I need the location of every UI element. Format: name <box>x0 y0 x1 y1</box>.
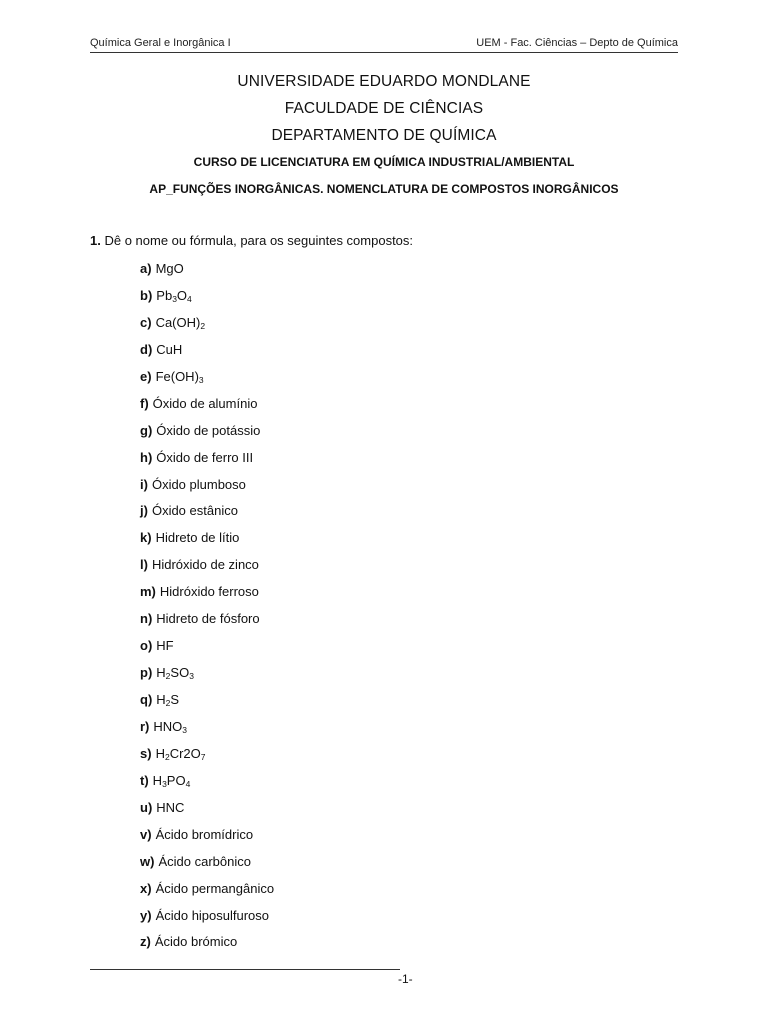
list-item <box>140 582 274 609</box>
item-label: n) <box>140 611 153 627</box>
list-item <box>140 501 274 528</box>
list-item <box>140 852 274 879</box>
subscript: 7 <box>200 751 206 762</box>
item-compound <box>156 530 240 545</box>
list-item <box>140 932 274 959</box>
item-label: k) <box>140 530 152 546</box>
compound-text: Hidróxido de zinco <box>151 557 259 573</box>
question-1 <box>90 233 413 248</box>
item-label: i) <box>140 476 148 492</box>
item-label: s) <box>140 745 152 761</box>
compound-text: Óxido plumboso <box>151 476 246 492</box>
compound-text: Ácido permangânico <box>155 880 275 896</box>
item-compound <box>156 369 204 384</box>
subscript: 2 <box>165 698 171 708</box>
item-label: v) <box>140 826 152 842</box>
item-compound <box>153 396 258 411</box>
item-label: l) <box>140 557 148 573</box>
item-label: q) <box>140 692 153 707</box>
compound-text: PO <box>166 772 186 788</box>
item-compound <box>156 800 184 815</box>
department-title: DEPARTAMENTO DE QUÍMICA <box>271 127 497 144</box>
subscript: 4 <box>187 293 192 304</box>
list-item <box>140 906 274 933</box>
compound-text: Hidreto de fósforo <box>156 611 260 627</box>
footer-divider <box>90 969 400 970</box>
compound-text: Óxido de ferro III <box>156 449 254 465</box>
subscript: 3 <box>189 671 194 682</box>
subscript: 2 <box>165 671 171 682</box>
subscript: 3 <box>182 724 188 735</box>
topic-title: AP_FUNÇÕES INORGÂNICAS. NOMENCLATURA DE COMPOSTOS INORGÂNICOS <box>149 182 619 196</box>
compound-text: HF <box>156 638 174 654</box>
subscript: 2 <box>200 320 206 331</box>
item-compound <box>156 881 275 896</box>
compound-text: Óxido estânico <box>151 503 238 519</box>
item-label: y) <box>140 907 152 923</box>
item-label: b) <box>140 287 153 303</box>
faculty-title: FACULDADE DE CIÊNCIAS <box>284 100 484 117</box>
compound-text: Pb <box>156 287 173 303</box>
compound-text: S <box>170 692 180 707</box>
list-item <box>140 528 274 555</box>
list-item <box>140 394 274 421</box>
list-item <box>140 771 274 798</box>
item-label: g) <box>140 422 153 438</box>
item-label: c) <box>140 314 152 330</box>
subscript: 2 <box>164 751 170 762</box>
compound-text: Hidreto de lítio <box>155 530 240 546</box>
item-label: a) <box>140 261 152 276</box>
compound-text: H <box>156 692 166 707</box>
list-item <box>140 717 274 744</box>
item-label: z) <box>140 934 151 950</box>
subscript: 4 <box>185 778 191 789</box>
compound-text: HNO <box>153 718 183 734</box>
compound-text: Ácido brómico <box>154 934 238 950</box>
item-compound <box>156 665 194 680</box>
item-label: e) <box>140 368 152 384</box>
item-compound <box>160 584 259 599</box>
document-titles <box>0 68 768 203</box>
item-label: t) <box>140 772 149 788</box>
page-number: -1- <box>398 972 413 986</box>
compound-text: H <box>152 772 163 788</box>
item-compound <box>152 557 259 572</box>
compound-text: SO <box>170 665 190 681</box>
list-item <box>140 475 274 502</box>
compound-text: Óxido de potássio <box>156 422 261 438</box>
item-compound <box>153 773 191 788</box>
item-label: w) <box>140 853 155 869</box>
item-compound <box>156 908 269 923</box>
compound-text: Ácido bromídrico <box>155 826 254 842</box>
item-compound <box>153 719 187 734</box>
list-item <box>140 636 274 663</box>
item-label: x) <box>140 880 152 896</box>
compound-text: Cr2O <box>169 745 201 761</box>
subscript: 3 <box>172 293 177 304</box>
item-compound <box>156 827 254 842</box>
compound-text: Óxido de alumínio <box>152 395 258 411</box>
item-compound <box>156 342 182 357</box>
item-compound <box>156 288 192 303</box>
compound-text: Ca(OH) <box>155 314 201 330</box>
item-label: j) <box>140 503 148 519</box>
compound-text: H <box>156 665 166 681</box>
compound-text: CuH <box>156 341 183 357</box>
item-label: f) <box>140 395 149 411</box>
item-compound <box>156 423 260 438</box>
list-item <box>140 744 274 771</box>
list-item <box>140 609 274 636</box>
list-item <box>140 421 274 448</box>
item-compound <box>158 854 251 869</box>
compound-text: HNC <box>156 799 185 815</box>
list-item <box>140 825 274 852</box>
item-compound <box>156 611 259 626</box>
compound-text: H <box>155 745 165 761</box>
list-item <box>140 340 274 367</box>
list-item <box>140 879 274 906</box>
compound-text: MgO <box>155 261 184 276</box>
compound-list <box>140 259 274 959</box>
question-number: 1. <box>90 233 101 248</box>
subscript: 3 <box>198 374 204 385</box>
item-compound <box>156 638 173 653</box>
question-text: Dê o nome ou fórmula, para os seguintes compostos: <box>104 233 414 248</box>
compound-text: Hidróxido ferroso <box>159 584 259 600</box>
item-compound <box>156 746 206 761</box>
list-item <box>140 367 274 394</box>
list-item <box>140 555 274 582</box>
item-label: h) <box>140 449 153 465</box>
header-course-name: Química Geral e Inorgânica I <box>90 37 231 49</box>
list-item <box>140 663 274 690</box>
compound-text: Fe(OH) <box>155 368 199 384</box>
item-label: d) <box>140 341 153 357</box>
list-item <box>140 286 274 313</box>
item-compound <box>156 692 179 707</box>
compound-text: Ácido hiposulfuroso <box>155 907 270 923</box>
item-compound <box>152 477 246 492</box>
compound-text: Ácido carbônico <box>158 853 251 869</box>
item-label: r) <box>140 718 150 734</box>
university-title: UNIVERSIDADE EDUARDO MONDLANE <box>237 73 531 90</box>
item-label: u) <box>140 799 153 815</box>
course-title: CURSO DE LICENCIATURA EM QUÍMICA INDUSTRIAL/AMBIENTAL <box>193 155 575 169</box>
page-header <box>90 37 678 53</box>
list-item <box>140 259 274 286</box>
item-compound <box>155 934 237 949</box>
item-compound <box>156 315 206 330</box>
compound-text: O <box>176 287 188 303</box>
item-compound <box>156 450 253 465</box>
header-institution: UEM - Fac. Ciências – Depto de Química <box>476 37 678 49</box>
item-compound <box>152 503 238 518</box>
subscript: 3 <box>162 778 167 789</box>
item-label: m) <box>140 584 156 600</box>
item-label: p) <box>140 665 153 681</box>
list-item <box>140 313 274 340</box>
item-compound <box>156 261 184 276</box>
list-item <box>140 448 274 475</box>
list-item <box>140 798 274 825</box>
list-item <box>140 690 274 717</box>
item-label: o) <box>140 638 153 654</box>
